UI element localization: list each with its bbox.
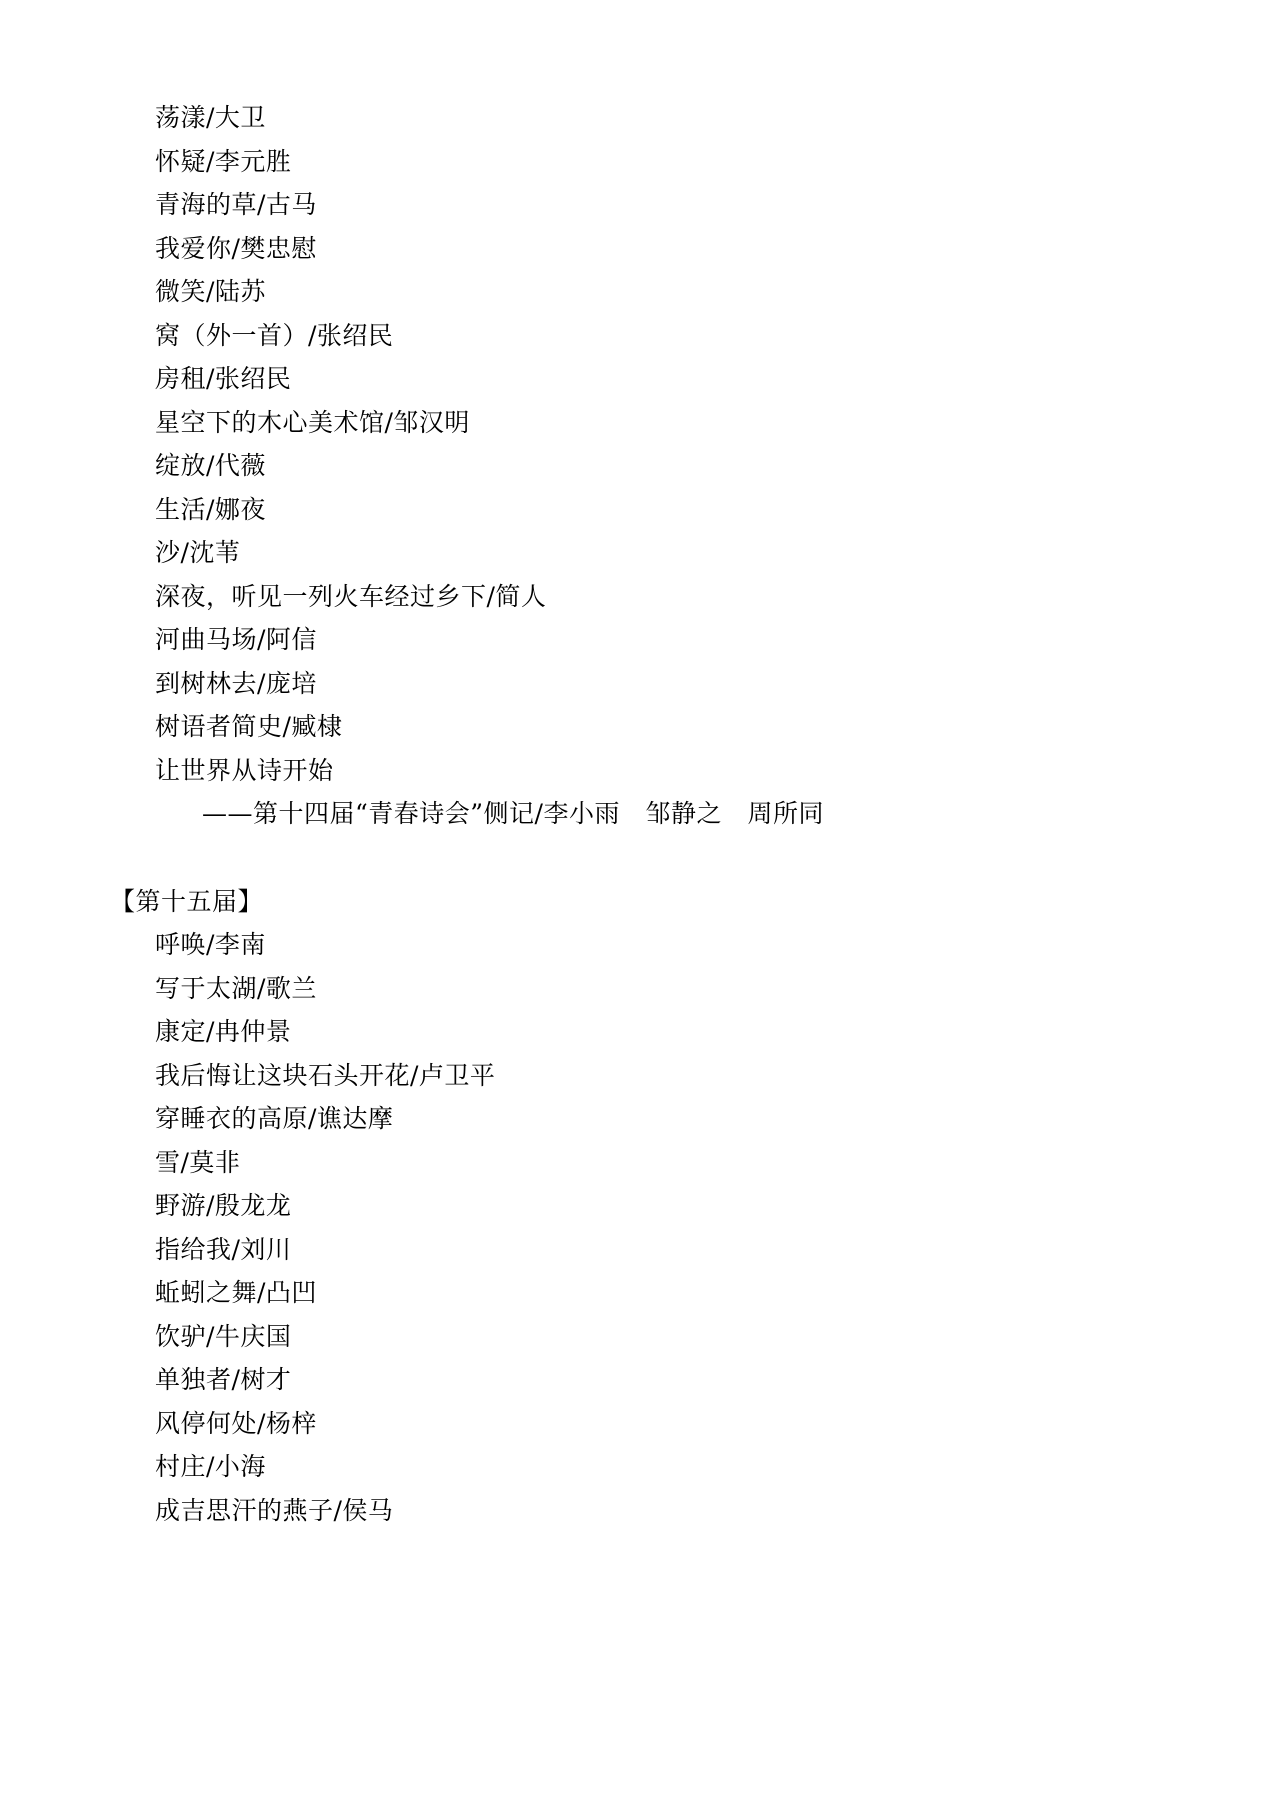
toc-entry[interactable]: 指给我/刘川 <box>155 1234 292 1264</box>
toc-entry[interactable]: 风停何处/杨梓 <box>155 1408 317 1438</box>
toc-entry[interactable]: 沙/沈苇 <box>155 538 241 567</box>
toc-entry[interactable]: 穿睡衣的高原/谯达摩 <box>155 1104 394 1133</box>
toc-entry[interactable]: 康定/冉仲景 <box>155 1017 292 1046</box>
toc-entry[interactable]: 成吉思汗的燕子/侯马 <box>155 1495 394 1525</box>
toc-entry[interactable]: 微笑/陆苏 <box>155 277 266 306</box>
toc-section-heading[interactable]: 【第十五届】 <box>110 886 264 916</box>
toc-entry[interactable]: 生活/娜夜 <box>155 494 266 524</box>
toc-entry[interactable]: 村庄/小海 <box>155 1452 266 1481</box>
toc-entry[interactable]: 青海的草/古马 <box>155 190 317 219</box>
toc-entry[interactable]: 野游/殷龙龙 <box>155 1191 292 1220</box>
toc-entry[interactable]: ——第十四届“青春诗会”侧记/李小雨 邹静之 周所同 <box>202 799 824 828</box>
toc-entry[interactable]: 让世界从诗开始 <box>155 755 334 785</box>
toc-entry[interactable]: 荡漾/大卫 <box>155 103 266 132</box>
toc-entry[interactable]: 蚯蚓之舞/凸凹 <box>155 1278 317 1307</box>
toc-entry[interactable]: 到树林去/庞培 <box>155 668 317 698</box>
toc-entry[interactable]: 呼唤/李南 <box>155 930 266 959</box>
toc-entry[interactable]: 深夜，听见一列火车经过乡下/简人 <box>155 581 547 611</box>
toc-entry[interactable]: 房租/张绍民 <box>155 364 292 393</box>
table-of-contents <box>110 96 1170 1532</box>
toc-entry[interactable]: 雪/莫非 <box>155 1147 241 1177</box>
toc-entry[interactable]: 我爱你/樊忠慰 <box>155 233 317 263</box>
toc-entry[interactable]: 写于太湖/歌兰 <box>155 973 317 1003</box>
spacer <box>110 836 1170 880</box>
toc-entry[interactable]: 星空下的木心美术馆/邹汉明 <box>155 407 470 437</box>
toc-entry[interactable]: 我后悔让这块石头开花/卢卫平 <box>155 1060 496 1090</box>
toc-entry[interactable]: 怀疑/李元胜 <box>155 146 292 176</box>
toc-entry[interactable]: 单独者/树才 <box>155 1365 292 1394</box>
toc-entry[interactable]: 饮驴/牛庆国 <box>155 1321 292 1351</box>
toc-entry[interactable]: 绽放/代薇 <box>155 451 266 480</box>
toc-entry[interactable]: 树语者简史/臧棣 <box>155 712 343 741</box>
toc-entry[interactable]: 河曲马场/阿信 <box>155 625 317 654</box>
toc-entry[interactable]: 窝（外一首）/张绍民 <box>155 320 394 350</box>
